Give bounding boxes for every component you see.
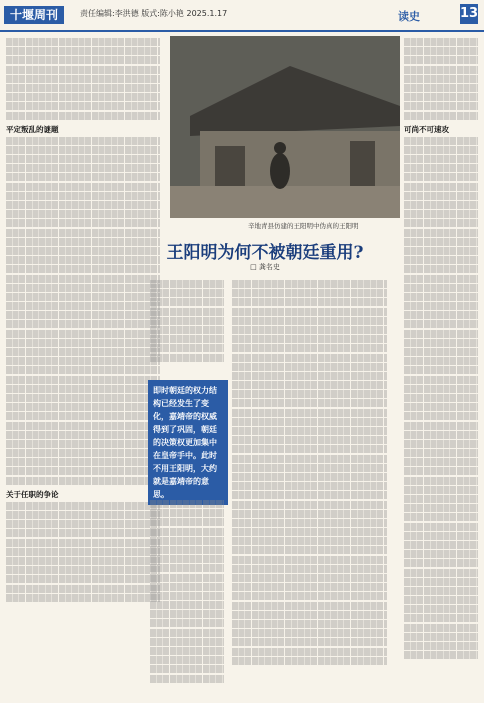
text-line <box>6 38 160 46</box>
text-line <box>232 427 387 435</box>
text-line <box>150 289 224 297</box>
text-line <box>6 412 160 420</box>
text-line <box>404 311 478 319</box>
text-line <box>232 335 387 343</box>
text-line <box>150 619 224 627</box>
text-line <box>6 84 160 92</box>
section-label: 读史 <box>398 10 420 23</box>
text-line <box>150 638 224 646</box>
text-line <box>232 528 387 536</box>
text-line <box>404 137 478 145</box>
text-line <box>150 546 224 554</box>
text-line <box>232 418 387 426</box>
page-number: 13 <box>460 4 478 24</box>
text-line <box>6 164 160 172</box>
text-line <box>404 504 478 512</box>
text-line <box>232 473 387 481</box>
text-line <box>6 256 160 264</box>
text-line <box>6 575 160 583</box>
text-line <box>404 275 478 283</box>
article-byline: □ 龚名史 <box>250 263 280 271</box>
text-line <box>232 436 387 444</box>
text-line <box>404 201 478 209</box>
text-line <box>150 583 224 591</box>
text-line <box>6 47 160 55</box>
text-line <box>232 409 387 417</box>
text-line <box>6 449 160 457</box>
section-heading: 关于任职的争论 <box>6 489 59 499</box>
text-line <box>150 675 224 683</box>
text-line <box>150 629 224 637</box>
text-line <box>404 467 478 475</box>
text-line <box>404 624 478 632</box>
column-4 <box>404 38 478 660</box>
text-line <box>150 335 224 343</box>
text-line <box>6 93 160 101</box>
text-line <box>404 642 478 650</box>
text-line <box>6 348 160 356</box>
text-line <box>232 592 387 600</box>
text-line <box>404 265 478 273</box>
text-line <box>6 192 160 200</box>
text-line <box>404 587 478 595</box>
text-line <box>6 385 160 393</box>
text-line <box>404 614 478 622</box>
masthead <box>0 0 484 32</box>
text-line <box>404 412 478 420</box>
text-line <box>404 38 478 46</box>
text-line <box>6 75 160 83</box>
text-line <box>6 330 160 338</box>
column-1 <box>6 38 160 603</box>
text-line <box>404 357 478 365</box>
text-line <box>150 518 224 526</box>
text-line <box>6 357 160 365</box>
text-line <box>150 509 224 517</box>
text-line <box>404 541 478 549</box>
text-line <box>6 585 160 593</box>
text-line <box>150 537 224 545</box>
text-line <box>150 344 224 352</box>
text-line <box>404 293 478 301</box>
text-line <box>404 348 478 356</box>
text-line <box>404 302 478 310</box>
text-line <box>6 275 160 283</box>
historic-village-photo <box>170 36 400 218</box>
text-line <box>6 422 160 430</box>
text-line <box>404 513 478 521</box>
text-line <box>6 520 160 528</box>
text-line <box>404 229 478 237</box>
text-line <box>404 56 478 64</box>
text-line <box>404 146 478 154</box>
text-line <box>232 629 387 637</box>
text-line <box>404 164 478 172</box>
text-line <box>404 320 478 328</box>
text-line <box>232 298 387 306</box>
text-line <box>232 611 387 619</box>
text-line <box>404 458 478 466</box>
text-line <box>6 102 160 110</box>
text-line <box>404 75 478 83</box>
text-line <box>6 394 160 402</box>
text-line <box>404 339 478 347</box>
text-line <box>150 574 224 582</box>
text-line <box>6 56 160 64</box>
text-line <box>6 137 160 145</box>
text-line <box>6 265 160 273</box>
text-line <box>150 592 224 600</box>
section-heading: 平定叛乱的谜题 <box>6 124 59 134</box>
text-line <box>150 317 224 325</box>
text-line <box>232 381 387 389</box>
text-line <box>6 238 160 246</box>
text-line <box>6 146 160 154</box>
text-line <box>6 458 160 466</box>
text-line <box>404 385 478 393</box>
text-line <box>404 394 478 402</box>
text-line <box>404 210 478 218</box>
text-line <box>404 605 478 613</box>
text-line <box>6 511 160 519</box>
text-line <box>150 555 224 563</box>
text-line <box>150 647 224 655</box>
text-line <box>404 192 478 200</box>
text-line <box>150 601 224 609</box>
text-line <box>6 431 160 439</box>
text-line <box>6 219 160 227</box>
text-line <box>6 155 160 163</box>
text-line <box>232 602 387 610</box>
text-line <box>404 477 478 485</box>
text-line <box>232 501 387 509</box>
text-line <box>232 280 387 288</box>
column-3 <box>232 280 387 666</box>
section-heading: 可尚不可速攻 <box>404 124 449 134</box>
text-line <box>6 293 160 301</box>
text-line <box>150 610 224 618</box>
text-line <box>404 247 478 255</box>
text-line <box>404 84 478 92</box>
publication-name: 十堰周刊 <box>4 6 64 24</box>
text-line <box>232 620 387 628</box>
text-line <box>232 363 387 371</box>
text-line <box>232 565 387 573</box>
text-line <box>404 256 478 264</box>
text-line <box>150 500 224 508</box>
text-line <box>6 557 160 565</box>
text-line <box>404 440 478 448</box>
text-line <box>232 556 387 564</box>
text-line <box>404 284 478 292</box>
text-line <box>6 440 160 448</box>
text-line <box>6 339 160 347</box>
photo-illustration <box>170 36 400 218</box>
text-line <box>404 366 478 374</box>
text-line <box>232 638 387 646</box>
text-line <box>404 66 478 74</box>
text-line <box>404 431 478 439</box>
text-line <box>6 229 160 237</box>
text-line <box>404 596 478 604</box>
text-line <box>404 651 478 659</box>
editor-credits: 责任编辑:李洪德 版式:陈小艳 2025.1.17 <box>80 9 228 18</box>
text-line <box>6 376 160 384</box>
text-line <box>232 464 387 472</box>
text-line <box>6 502 160 510</box>
text-line <box>232 354 387 362</box>
text-line <box>404 495 478 503</box>
text-line <box>404 238 478 246</box>
text-line <box>6 183 160 191</box>
text-line <box>404 155 478 163</box>
text-line <box>404 486 478 494</box>
text-line <box>404 559 478 567</box>
text-line <box>6 548 160 556</box>
text-line <box>232 344 387 352</box>
text-line <box>232 583 387 591</box>
text-line <box>6 566 160 574</box>
text-line <box>232 657 387 665</box>
article-headline: 王阳明为何不被朝廷重用? <box>166 243 364 263</box>
text-line <box>404 422 478 430</box>
text-line <box>6 529 160 537</box>
photo-caption: 辛地青县仿建的王阳明中伪真的王阳明 <box>248 222 359 230</box>
text-line <box>232 326 387 334</box>
text-line <box>232 648 387 656</box>
text-line <box>6 403 160 411</box>
text-line <box>6 247 160 255</box>
text-line <box>232 289 387 297</box>
text-line <box>6 477 160 485</box>
text-line <box>150 665 224 673</box>
text-line <box>404 93 478 101</box>
text-line <box>6 594 160 602</box>
text-line <box>404 550 478 558</box>
text-line <box>232 574 387 582</box>
text-line <box>150 326 224 334</box>
text-line <box>404 173 478 181</box>
text-line <box>6 284 160 292</box>
text-line <box>6 210 160 218</box>
text-line <box>6 320 160 328</box>
text-line <box>404 47 478 55</box>
text-line <box>150 308 224 316</box>
text-line <box>404 449 478 457</box>
text-line <box>232 317 387 325</box>
text-line <box>232 399 387 407</box>
text-line <box>232 510 387 518</box>
text-line <box>6 201 160 209</box>
text-line <box>150 298 224 306</box>
text-line <box>232 390 387 398</box>
text-line <box>6 467 160 475</box>
text-line <box>232 519 387 527</box>
text-line <box>404 403 478 411</box>
text-line <box>232 455 387 463</box>
text-line <box>6 112 160 120</box>
pull-quote: 即时朝廷的权力结构已经发生了变化，嘉靖帝的权威得到了巩固，朝廷的决策权更加集中在皇帝手中。此时不用王阳明，大约就是嘉靖帝的意思。 <box>148 380 228 505</box>
text-line <box>404 102 478 110</box>
text-line <box>6 66 160 74</box>
text-line <box>232 491 387 499</box>
text-line <box>404 219 478 227</box>
text-line <box>232 308 387 316</box>
text-line <box>232 482 387 490</box>
text-line <box>6 311 160 319</box>
text-line <box>404 569 478 577</box>
column-2 <box>150 280 224 363</box>
text-line <box>404 183 478 191</box>
text-line <box>150 656 224 664</box>
text-line <box>150 528 224 536</box>
text-line <box>404 578 478 586</box>
text-line <box>150 564 224 572</box>
text-line <box>404 112 478 120</box>
text-line <box>6 302 160 310</box>
text-line <box>6 539 160 547</box>
text-line <box>404 376 478 384</box>
text-line <box>232 537 387 545</box>
text-line <box>404 532 478 540</box>
text-line <box>232 546 387 554</box>
text-line <box>404 330 478 338</box>
text-line <box>6 173 160 181</box>
column-2-lower <box>150 500 224 684</box>
text-line <box>6 366 160 374</box>
text-line <box>232 372 387 380</box>
text-line <box>232 445 387 453</box>
text-line <box>404 523 478 531</box>
text-line <box>150 354 224 362</box>
text-line <box>404 633 478 641</box>
text-line <box>150 280 224 288</box>
